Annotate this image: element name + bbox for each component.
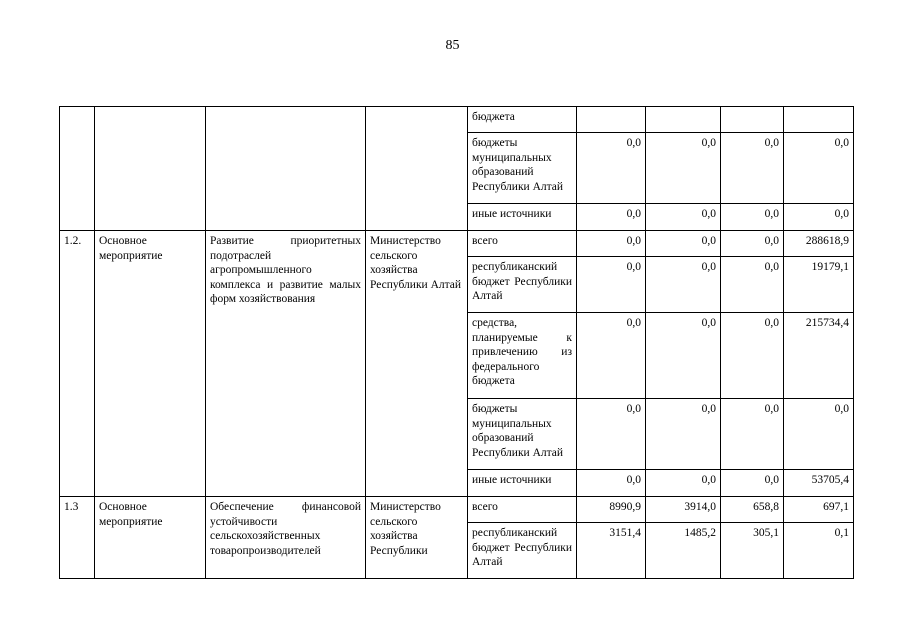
value-cell: 0,0 — [577, 204, 646, 231]
type-cell: Основное мероприятие — [95, 231, 206, 497]
value-cell: 1485,2 — [646, 523, 721, 579]
source-cell: всего — [468, 497, 577, 523]
table-row — [60, 231, 854, 257]
value-cell: 0,0 — [577, 133, 646, 204]
value-cell: 215734,4 — [784, 313, 854, 399]
number-cell: 1.3 — [60, 497, 95, 579]
value-cell: 0,0 — [577, 313, 646, 399]
value-cell: 658,8 — [721, 497, 784, 523]
source-cell: иные источники — [468, 470, 577, 497]
value-cell: 0,0 — [646, 313, 721, 399]
value-cell: 0,0 — [646, 231, 721, 257]
value-cell: 0,0 — [721, 204, 784, 231]
value-cell: 0,0 — [646, 133, 721, 204]
source-cell: республиканский бюджет Республики Алтай — [468, 257, 577, 313]
value-cell: 0,0 — [721, 133, 784, 204]
type-cell: Основное мероприятие — [95, 497, 206, 579]
budget-table — [59, 106, 854, 579]
value-cell: 0,0 — [577, 257, 646, 313]
value-cell: 0,0 — [721, 231, 784, 257]
table-row — [60, 497, 854, 523]
source-cell: иные источники — [468, 204, 577, 231]
value-cell: 19179,1 — [784, 257, 854, 313]
value-cell: 8990,9 — [577, 497, 646, 523]
name-cell — [206, 107, 366, 231]
number-cell — [60, 107, 95, 231]
table-row — [60, 107, 854, 133]
value-cell — [646, 107, 721, 133]
value-cell — [784, 107, 854, 133]
value-cell: 0,0 — [784, 133, 854, 204]
value-cell: 0,0 — [577, 231, 646, 257]
value-cell: 0,0 — [721, 313, 784, 399]
value-cell: 0,0 — [577, 470, 646, 497]
value-cell: 305,1 — [721, 523, 784, 579]
value-cell: 288618,9 — [784, 231, 854, 257]
value-cell — [721, 107, 784, 133]
source-cell: бюджеты муниципальных образований Республики Алтай — [468, 399, 577, 470]
value-cell: 0,0 — [721, 257, 784, 313]
value-cell: 0,0 — [646, 399, 721, 470]
value-cell: 0,1 — [784, 523, 854, 579]
executor-cell — [366, 107, 468, 231]
name-cell: Развитие приоритетных подотраслей агропромышленного комплекса и развитие малых форм хозяйствования — [206, 231, 366, 497]
value-cell: 0,0 — [646, 470, 721, 497]
page-number: 85 — [445, 38, 460, 53]
value-cell: 0,0 — [721, 399, 784, 470]
value-cell: 0,0 — [577, 399, 646, 470]
source-cell: бюджеты муниципальных образований Республики Алтай — [468, 133, 577, 204]
value-cell: 0,0 — [784, 204, 854, 231]
source-cell: всего — [468, 231, 577, 257]
value-cell: 53705,4 — [784, 470, 854, 497]
type-cell — [95, 107, 206, 231]
value-cell — [577, 107, 646, 133]
number-cell: 1.2. — [60, 231, 95, 497]
value-cell: 0,0 — [646, 257, 721, 313]
source-cell: республиканский бюджет Республики Алтай — [468, 523, 577, 579]
name-cell: Обеспечение финансовой устойчивости сельскохозяйственных товаропроизводителей — [206, 497, 366, 579]
value-cell: 3151,4 — [577, 523, 646, 579]
source-cell: средства, планируемые к привлечению из федерального бюджета — [468, 313, 577, 399]
value-cell: 3914,0 — [646, 497, 721, 523]
executor-cell: Министерство сельского хозяйства Республики — [366, 497, 468, 579]
executor-cell: Министерство сельского хозяйства Республики Алтай — [366, 231, 468, 497]
source-cell: бюджета — [468, 107, 577, 133]
value-cell: 0,0 — [721, 470, 784, 497]
value-cell: 0,0 — [784, 399, 854, 470]
value-cell: 697,1 — [784, 497, 854, 523]
value-cell: 0,0 — [646, 204, 721, 231]
